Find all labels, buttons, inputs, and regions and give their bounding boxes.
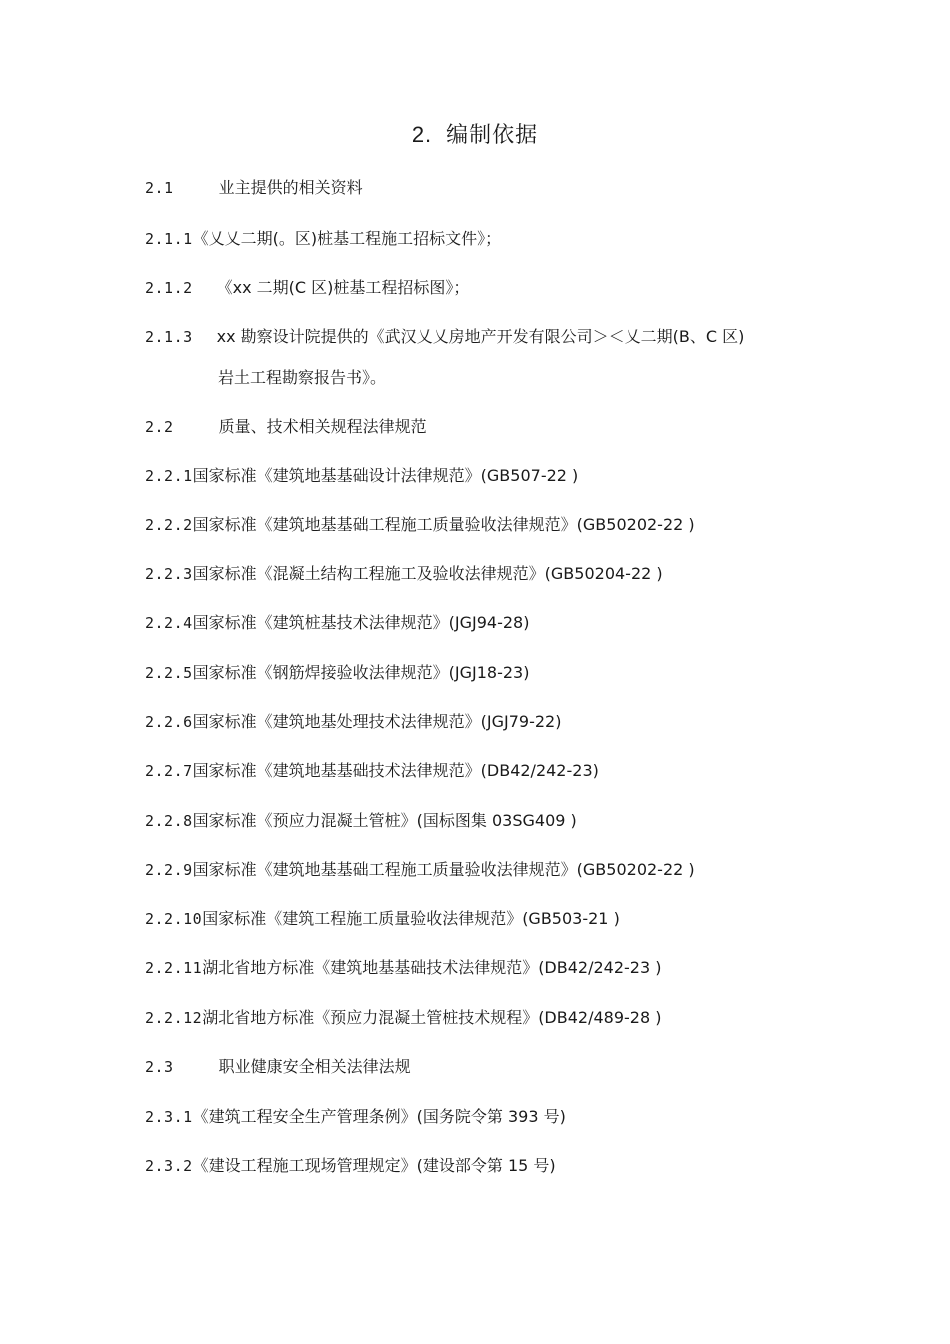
list-item-continuation: 岩土工程勘察报告书》。 (218, 368, 387, 387)
item-number: 2.2.10 (145, 910, 203, 928)
list-item (145, 226, 501, 252)
subsection-2-2 (145, 414, 427, 440)
item-text: 国家标准《预应力混凝土管桩》(国标图集 03SG409 ) (192, 811, 577, 830)
item-text: 国家标准《建筑地基基础工程施工质量验收法律规范》(GB50202-22 ) (192, 515, 695, 534)
item-text: 国家标准《建筑地基基础设计法律规范》(GB507-22 ) (192, 466, 579, 485)
item-number: 2.2 (145, 418, 174, 436)
item-number: 2.2.3 (145, 565, 193, 583)
item-text: 《乂乂二期(。区)桩基工程施工招标文件》； (192, 229, 502, 248)
list-item (145, 561, 663, 587)
list-item (145, 512, 695, 538)
list-item (145, 857, 695, 883)
item-text: 《建筑工程安全生产管理条例》(国务院令第 393 号) (192, 1107, 566, 1126)
list-item (145, 610, 529, 636)
item-text: 质量、技术相关规程法律规范 (218, 417, 427, 436)
item-text: xx 勘察设计院提供的《武汉乂乂房地产开发有限公司＞＜乂二期(B、C 区) (216, 327, 745, 346)
item-text: 国家标准《建筑工程施工质量验收法律规范》(GB503-21 ) (202, 909, 620, 928)
item-text: 《建设工程施工现场管理规定》(建设部令第 15 号) (192, 1156, 556, 1175)
section-heading-title: 编制依据 (446, 123, 539, 148)
list-item (145, 906, 620, 932)
section-heading-number: 2. (411, 122, 433, 147)
list-item (145, 463, 578, 489)
item-number: 2.2.7 (145, 762, 193, 780)
item-number: 2.3.1 (145, 1108, 193, 1126)
item-number: 2.2.2 (145, 516, 193, 534)
item-number: 2.2.12 (145, 1009, 203, 1027)
item-text: 国家标准《建筑桩基技术法律规范》(JGJ94-28) (192, 613, 530, 632)
subsection-2-1 (145, 175, 363, 201)
list-item (145, 955, 661, 981)
list-item (145, 808, 577, 834)
item-text: 湖北省地方标准《建筑地基基础技术法律规范》(DB42/242-23 ) (202, 958, 662, 977)
list-item (145, 758, 599, 784)
item-number: 2.2.5 (145, 664, 193, 682)
item-text: 国家标准《建筑地基基础技术法律规范》(DB42/242-23) (192, 761, 599, 780)
item-number: 2.2.4 (145, 614, 193, 632)
item-text: 国家标准《混凝土结构工程施工及验收法律规范》(GB50204-22 ) (192, 564, 663, 583)
item-number: 2.2.6 (145, 713, 193, 731)
item-text: 国家标准《建筑地基基础工程施工质量验收法律规范》(GB50202-22 ) (192, 860, 695, 879)
item-number: 2.3 (145, 1058, 174, 1076)
list-item (145, 275, 469, 301)
list-item (145, 709, 561, 735)
list-item (145, 324, 744, 350)
item-text: 国家标准《建筑地基处理技术法律规范》(JGJ79-22) (192, 712, 562, 731)
item-text: 《xx 二期(C 区)桩基工程招标图》； (216, 278, 470, 297)
list-item (145, 1005, 661, 1031)
list-item (145, 1153, 556, 1179)
item-number: 2.1 (145, 179, 174, 197)
item-number: 2.2.1 (145, 467, 193, 485)
item-number: 2.1.1 (145, 230, 193, 248)
item-number: 2.2.8 (145, 812, 193, 830)
list-item (145, 660, 529, 686)
section-heading (0, 118, 950, 153)
item-number: 2.2.11 (145, 959, 203, 977)
item-number: 2.2.9 (145, 861, 193, 879)
item-text: 职业健康安全相关法律法规 (218, 1057, 411, 1076)
item-text: 湖北省地方标准《预应力混凝土管桩技术规程》(DB42/489-28 ) (202, 1008, 662, 1027)
list-item (145, 1104, 566, 1130)
item-text: 国家标准《钢筋焊接验收法律规范》(JGJ18-23) (192, 663, 530, 682)
item-number: 2.3.2 (145, 1157, 193, 1175)
item-number: 2.1.3 (145, 328, 193, 346)
item-text: 业主提供的相关资料 (218, 178, 363, 197)
subsection-2-3 (145, 1054, 411, 1080)
item-number: 2.1.2 (145, 279, 193, 297)
